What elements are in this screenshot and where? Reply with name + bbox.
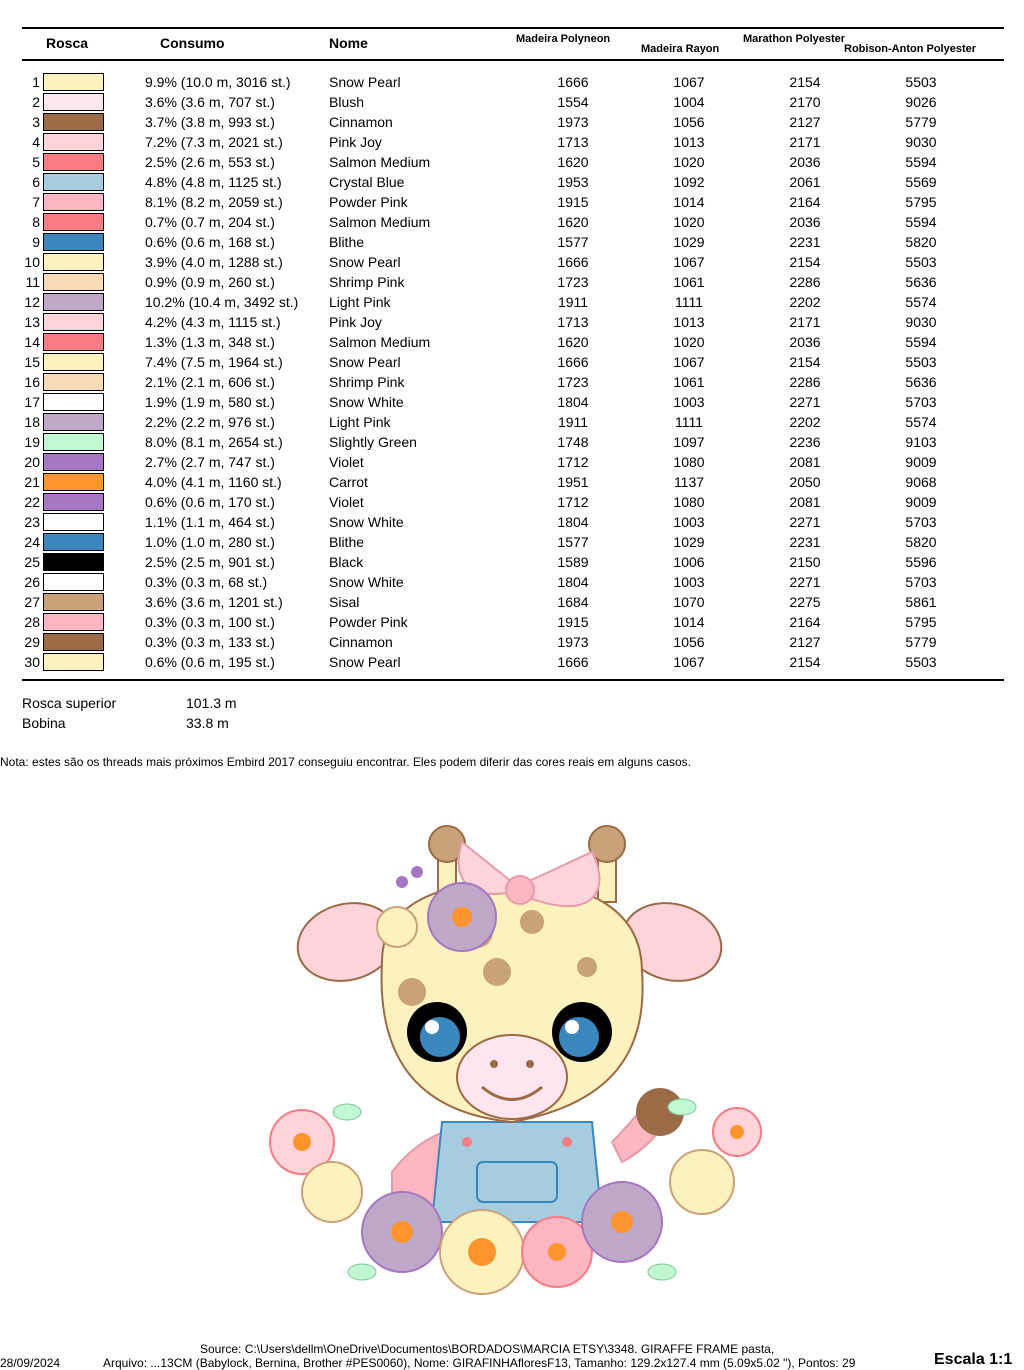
table-row (0, 312, 1024, 332)
consumo-cell: 10.2% (10.4 m, 3492 st.) (145, 294, 299, 310)
color-swatch (43, 313, 104, 331)
consumo-cell: 2.5% (2.5 m, 901 st.) (145, 554, 275, 570)
madeira-rayon-cell: 1070 (673, 594, 705, 610)
row-number: 24 (24, 534, 40, 550)
consumo-cell: 7.4% (7.5 m, 1964 st.) (145, 354, 283, 370)
marathon-cell: 2154 (789, 74, 821, 90)
color-swatch (43, 513, 104, 531)
color-swatch (43, 273, 104, 291)
nome-cell: Violet (329, 494, 364, 510)
nome-cell: Violet (329, 454, 364, 470)
nome-cell: Slightly Green (329, 434, 417, 450)
madeira-rayon-cell: 1020 (673, 154, 705, 170)
robison-cell: 5569 (905, 174, 937, 190)
consumo-cell: 8.1% (8.2 m, 2059 st.) (145, 194, 283, 210)
table-row (0, 632, 1024, 652)
nome-cell: Snow Pearl (329, 74, 401, 90)
nome-cell: Snow Pearl (329, 254, 401, 270)
thread-note: Nota: estes são os threads mais próximos Embird 2017 conseguiu encontrar. Eles podem diferir das cores reais em alguns casos. (0, 755, 692, 769)
color-swatch (43, 173, 104, 191)
consumo-cell: 4.2% (4.3 m, 1115 st.) (145, 314, 281, 330)
row-number: 18 (24, 414, 40, 430)
robison-cell: 5503 (905, 74, 937, 90)
marathon-cell: 2170 (789, 94, 821, 110)
marathon-cell: 2050 (789, 474, 821, 490)
madeira-rayon-cell: 1111 (674, 414, 704, 430)
footer-scale: Escala 1:1 (934, 1351, 1013, 1368)
nome-cell: Light Pink (329, 414, 391, 430)
table-row (0, 132, 1024, 152)
madeira-rayon-cell: 1020 (673, 214, 705, 230)
nome-cell: Salmon Medium (329, 334, 431, 350)
table-row (0, 412, 1024, 432)
row-number: 17 (24, 394, 40, 410)
madeira-polyneon-cell: 1620 (557, 154, 589, 170)
col-nome-header: Nome (329, 35, 368, 51)
nome-cell: Pink Joy (329, 314, 382, 330)
madeira-rayon-cell: 1014 (673, 194, 705, 210)
table-row (0, 612, 1024, 632)
nome-cell: Snow White (329, 514, 404, 530)
nome-cell: Cinnamon (329, 114, 393, 130)
col-marathon-header: Marathon Polyester (743, 33, 846, 45)
nome-cell: Powder Pink (329, 194, 408, 210)
madeira-polyneon-cell: 1973 (557, 634, 589, 650)
thread-table-body (0, 72, 1024, 672)
table-row (0, 112, 1024, 132)
madeira-polyneon-cell: 1915 (557, 194, 589, 210)
row-number: 25 (24, 554, 40, 570)
color-swatch (43, 73, 104, 91)
consumo-cell: 4.0% (4.1 m, 1160 st.) (145, 474, 282, 490)
robison-cell: 5574 (905, 414, 937, 430)
table-row (0, 372, 1024, 392)
marathon-cell: 2036 (789, 334, 821, 350)
color-swatch (43, 193, 104, 211)
color-swatch (43, 573, 104, 591)
madeira-rayon-cell: 1137 (673, 474, 705, 490)
table-row (0, 272, 1024, 292)
nome-cell: Snow Pearl (329, 654, 401, 670)
robison-cell: 5503 (905, 354, 937, 370)
robison-cell: 9103 (905, 434, 937, 450)
table-row (0, 332, 1024, 352)
color-swatch (43, 153, 104, 171)
table-bottom-rule (22, 679, 1004, 681)
madeira-polyneon-cell: 1723 (557, 274, 589, 290)
robison-cell: 5636 (905, 374, 937, 390)
marathon-cell: 2286 (789, 274, 821, 290)
nome-cell: Carrot (329, 474, 368, 490)
row-number: 2 (32, 94, 40, 110)
nome-cell: Cinnamon (329, 634, 393, 650)
robison-cell: 9026 (905, 94, 937, 110)
row-number: 12 (24, 294, 40, 310)
table-row (0, 232, 1024, 252)
table-row (0, 472, 1024, 492)
consumo-cell: 0.7% (0.7 m, 204 st.) (145, 214, 275, 230)
color-swatch (43, 213, 104, 231)
color-swatch (43, 453, 104, 471)
marathon-cell: 2154 (789, 254, 821, 270)
row-number: 20 (24, 454, 40, 470)
color-swatch (43, 613, 104, 631)
marathon-cell: 2171 (789, 134, 821, 150)
nome-cell: Light Pink (329, 294, 391, 310)
row-number: 6 (32, 174, 40, 190)
color-swatch (43, 493, 104, 511)
robison-cell: 5503 (905, 654, 937, 670)
row-number: 5 (32, 154, 40, 170)
madeira-polyneon-cell: 1804 (557, 574, 589, 590)
table-row (0, 392, 1024, 412)
table-row (0, 192, 1024, 212)
madeira-rayon-cell: 1029 (673, 534, 705, 550)
rosca-superior-label: Rosca superior (22, 695, 117, 711)
marathon-cell: 2271 (789, 394, 821, 410)
color-swatch (43, 473, 104, 491)
row-number: 8 (32, 214, 40, 230)
nome-cell: Salmon Medium (329, 154, 431, 170)
table-row (0, 432, 1024, 452)
color-swatch (43, 293, 104, 311)
madeira-polyneon-cell: 1554 (557, 94, 589, 110)
table-row (0, 512, 1024, 532)
marathon-cell: 2081 (789, 494, 821, 510)
marathon-cell: 2271 (789, 574, 821, 590)
robison-cell: 5820 (905, 234, 937, 250)
nome-cell: Black (329, 554, 364, 570)
madeira-polyneon-cell: 1684 (557, 594, 589, 610)
color-swatch (43, 373, 104, 391)
robison-cell: 9068 (905, 474, 937, 490)
robison-cell: 5503 (905, 254, 937, 270)
nome-cell: Shrimp Pink (329, 274, 405, 290)
row-number: 14 (24, 334, 40, 350)
table-row (0, 352, 1024, 372)
robison-cell: 5596 (905, 554, 937, 570)
col-rosca-header: Rosca (46, 35, 89, 51)
giraffe-embroidery-design (262, 812, 762, 1322)
madeira-polyneon-cell: 1620 (557, 334, 589, 350)
madeira-polyneon-cell: 1589 (557, 554, 589, 570)
row-number: 30 (24, 654, 40, 670)
consumo-cell: 0.3% (0.3 m, 68 st.) (145, 574, 268, 590)
color-swatch (43, 553, 104, 571)
madeira-polyneon-cell: 1953 (557, 174, 589, 190)
color-swatch (43, 633, 104, 651)
robison-cell: 5820 (905, 534, 937, 550)
madeira-polyneon-cell: 1712 (557, 454, 589, 470)
madeira-polyneon-cell: 1666 (557, 354, 589, 370)
robison-cell: 5703 (905, 394, 937, 410)
row-number: 4 (32, 134, 40, 150)
marathon-cell: 2150 (789, 554, 821, 570)
nome-cell: Powder Pink (329, 614, 408, 630)
rosca-superior-value: 101.3 m (186, 695, 237, 711)
madeira-polyneon-cell: 1911 (557, 294, 589, 310)
table-row (0, 532, 1024, 552)
col-robison-header: Robison-Anton Polyester (844, 43, 977, 55)
nome-cell: Pink Joy (329, 134, 382, 150)
marathon-cell: 2286 (789, 374, 821, 390)
robison-cell: 5636 (905, 274, 937, 290)
madeira-rayon-cell: 1061 (673, 374, 705, 390)
consumo-cell: 3.7% (3.8 m, 993 st.) (145, 114, 275, 130)
consumo-cell: 3.6% (3.6 m, 707 st.) (145, 94, 275, 110)
nome-cell: Snow White (329, 574, 404, 590)
madeira-polyneon-cell: 1577 (557, 234, 589, 250)
consumo-cell: 4.8% (4.8 m, 1125 st.) (145, 174, 282, 190)
marathon-cell: 2036 (789, 214, 821, 230)
row-number: 3 (32, 114, 40, 130)
madeira-rayon-cell: 1013 (673, 134, 705, 150)
robison-cell: 5703 (905, 514, 937, 530)
marathon-cell: 2036 (789, 154, 821, 170)
robison-cell: 5861 (905, 594, 937, 610)
row-number: 22 (24, 494, 40, 510)
marathon-cell: 2271 (789, 514, 821, 530)
nome-cell: Salmon Medium (329, 214, 431, 230)
nome-cell: Sisal (329, 594, 360, 610)
row-number: 7 (32, 194, 40, 210)
robison-cell: 9030 (905, 314, 937, 330)
color-swatch (43, 413, 104, 431)
madeira-rayon-cell: 1056 (673, 634, 705, 650)
color-swatch (43, 593, 104, 611)
footer-date: 28/09/2024 (0, 1356, 61, 1370)
madeira-polyneon-cell: 1666 (557, 654, 589, 670)
madeira-rayon-cell: 1080 (673, 494, 705, 510)
robison-cell: 5779 (905, 114, 937, 130)
marathon-cell: 2154 (789, 654, 821, 670)
color-swatch (43, 353, 104, 371)
robison-cell: 9009 (905, 454, 937, 470)
madeira-rayon-cell: 1097 (673, 434, 705, 450)
marathon-cell: 2275 (789, 594, 821, 610)
thread-table-header (0, 0, 1024, 64)
color-swatch (43, 393, 104, 411)
consumo-cell: 3.9% (4.0 m, 1288 st.) (145, 254, 283, 270)
table-row (0, 72, 1024, 92)
madeira-polyneon-cell: 1915 (557, 614, 589, 630)
color-swatch (43, 533, 104, 551)
table-row (0, 552, 1024, 572)
consumo-cell: 2.5% (2.6 m, 553 st.) (145, 154, 275, 170)
madeira-rayon-cell: 1020 (673, 334, 705, 350)
table-row (0, 252, 1024, 272)
row-number: 1 (32, 74, 40, 90)
row-number: 13 (24, 314, 40, 330)
madeira-rayon-cell: 1003 (673, 574, 705, 590)
consumo-cell: 1.9% (1.9 m, 580 st.) (145, 394, 275, 410)
marathon-cell: 2202 (789, 414, 821, 430)
header-top-rule (22, 27, 1004, 29)
madeira-rayon-cell: 1014 (673, 614, 705, 630)
consumo-cell: 2.2% (2.2 m, 976 st.) (145, 414, 275, 430)
robison-cell: 5779 (905, 634, 937, 650)
madeira-rayon-cell: 1006 (673, 554, 705, 570)
row-number: 16 (24, 374, 40, 390)
color-swatch (43, 333, 104, 351)
table-row (0, 212, 1024, 232)
nome-cell: Shrimp Pink (329, 374, 405, 390)
robison-cell: 9009 (905, 494, 937, 510)
robison-cell: 5795 (905, 194, 937, 210)
marathon-cell: 2164 (789, 614, 821, 630)
nome-cell: Blithe (329, 234, 365, 250)
color-swatch (43, 113, 104, 131)
color-swatch (43, 93, 104, 111)
marathon-cell: 2236 (789, 434, 821, 450)
madeira-rayon-cell: 1111 (674, 294, 704, 310)
row-number: 19 (24, 434, 40, 450)
row-number: 21 (24, 474, 40, 490)
consumo-cell: 7.2% (7.3 m, 2021 st.) (145, 134, 283, 150)
madeira-polyneon-cell: 1804 (557, 394, 589, 410)
madeira-rayon-cell: 1067 (673, 654, 705, 670)
col-consumo-header: Consumo (160, 35, 225, 51)
row-number: 15 (24, 354, 40, 370)
madeira-rayon-cell: 1004 (673, 94, 705, 110)
robison-cell: 5594 (905, 214, 937, 230)
footer-source: Source: C:\Users\dellm\OneDrive\Documentos\BORDADOS\MARCIA ETSY\3348. GIRAFFE FRAME pasta, (200, 1342, 775, 1356)
table-row (0, 292, 1024, 312)
marathon-cell: 2127 (789, 634, 821, 650)
table-row (0, 152, 1024, 172)
madeira-polyneon-cell: 1748 (557, 434, 589, 450)
row-number: 9 (32, 234, 40, 250)
madeira-polyneon-cell: 1712 (557, 494, 589, 510)
nome-cell: Blithe (329, 534, 365, 550)
consumo-cell: 0.6% (0.6 m, 168 st.) (145, 234, 275, 250)
color-swatch (43, 253, 104, 271)
col-madeira-polyneon-header: Madeira Polyneon (516, 33, 611, 45)
madeira-rayon-cell: 1056 (673, 114, 705, 130)
madeira-polyneon-cell: 1911 (557, 414, 589, 430)
madeira-polyneon-cell: 1951 (557, 474, 589, 490)
marathon-cell: 2231 (789, 234, 821, 250)
color-swatch (43, 133, 104, 151)
color-swatch (43, 233, 104, 251)
robison-cell: 5703 (905, 574, 937, 590)
nome-cell: Blush (329, 94, 365, 110)
nome-cell: Snow Pearl (329, 354, 401, 370)
col-madeira-rayon-header: Madeira Rayon (641, 43, 720, 55)
robison-cell: 5795 (905, 614, 937, 630)
bobina-label: Bobina (22, 715, 66, 731)
row-number: 10 (24, 254, 40, 270)
madeira-rayon-cell: 1092 (673, 174, 705, 190)
row-number: 11 (25, 274, 40, 290)
footer-arquivo: Arquivo: ...13CM (Babylock, Bernina, Brother #PES0060), Nome: GIRAFINHAfloresF13, Tamanho: 129.2x127.4 mm (5.09x5.02 "), Pontos: 29 (103, 1356, 856, 1370)
table-row (0, 652, 1024, 672)
madeira-rayon-cell: 1067 (673, 254, 705, 270)
madeira-polyneon-cell: 1713 (557, 134, 589, 150)
header-bottom-rule (22, 59, 1004, 61)
consumo-cell: 0.6% (0.6 m, 195 st.) (145, 654, 275, 670)
consumo-cell: 1.3% (1.3 m, 348 st.) (145, 334, 275, 350)
madeira-polyneon-cell: 1666 (557, 74, 589, 90)
row-number: 29 (24, 634, 40, 650)
row-number: 26 (24, 574, 40, 590)
consumo-cell: 0.3% (0.3 m, 133 st.) (145, 634, 275, 650)
consumo-cell: 0.6% (0.6 m, 170 st.) (145, 494, 275, 510)
nome-cell: Snow White (329, 394, 404, 410)
color-swatch (43, 433, 104, 451)
table-row (0, 452, 1024, 472)
madeira-rayon-cell: 1003 (673, 514, 705, 530)
madeira-rayon-cell: 1067 (673, 74, 705, 90)
table-row (0, 492, 1024, 512)
madeira-polyneon-cell: 1973 (557, 114, 589, 130)
consumo-cell: 9.9% (10.0 m, 3016 st.) (145, 74, 291, 90)
consumo-cell: 0.9% (0.9 m, 260 st.) (145, 274, 275, 290)
robison-cell: 5574 (905, 294, 937, 310)
madeira-polyneon-cell: 1713 (557, 314, 589, 330)
row-number: 27 (24, 594, 40, 610)
madeira-rayon-cell: 1067 (673, 354, 705, 370)
robison-cell: 5594 (905, 334, 937, 350)
consumo-cell: 8.0% (8.1 m, 2654 st.) (145, 434, 283, 450)
madeira-rayon-cell: 1080 (673, 454, 705, 470)
table-row (0, 92, 1024, 112)
consumo-cell: 1.0% (1.0 m, 280 st.) (145, 534, 275, 550)
consumo-cell: 0.3% (0.3 m, 100 st.) (145, 614, 275, 630)
madeira-polyneon-cell: 1666 (557, 254, 589, 270)
marathon-cell: 2202 (789, 294, 821, 310)
marathon-cell: 2171 (789, 314, 821, 330)
madeira-rayon-cell: 1013 (673, 314, 705, 330)
madeira-polyneon-cell: 1620 (557, 214, 589, 230)
table-row (0, 172, 1024, 192)
table-row (0, 572, 1024, 592)
madeira-rayon-cell: 1061 (673, 274, 705, 290)
marathon-cell: 2154 (789, 354, 821, 370)
madeira-polyneon-cell: 1723 (557, 374, 589, 390)
row-number: 28 (24, 614, 40, 630)
nome-cell: Crystal Blue (329, 174, 405, 190)
consumo-cell: 2.1% (2.1 m, 606 st.) (145, 374, 275, 390)
madeira-polyneon-cell: 1804 (557, 514, 589, 530)
madeira-rayon-cell: 1029 (673, 234, 705, 250)
bobina-value: 33.8 m (186, 715, 229, 731)
row-number: 23 (24, 514, 40, 530)
marathon-cell: 2164 (789, 194, 821, 210)
marathon-cell: 2127 (789, 114, 821, 130)
robison-cell: 5594 (905, 154, 937, 170)
marathon-cell: 2061 (789, 174, 821, 190)
marathon-cell: 2231 (789, 534, 821, 550)
consumo-cell: 1.1% (1.1 m, 464 st.) (145, 514, 275, 530)
robison-cell: 9030 (905, 134, 937, 150)
madeira-rayon-cell: 1003 (673, 394, 705, 410)
madeira-polyneon-cell: 1577 (557, 534, 589, 550)
color-swatch (43, 653, 104, 671)
consumo-cell: 3.6% (3.6 m, 1201 st.) (145, 594, 283, 610)
table-row (0, 592, 1024, 612)
consumo-cell: 2.7% (2.7 m, 747 st.) (145, 454, 275, 470)
marathon-cell: 2081 (789, 454, 821, 470)
